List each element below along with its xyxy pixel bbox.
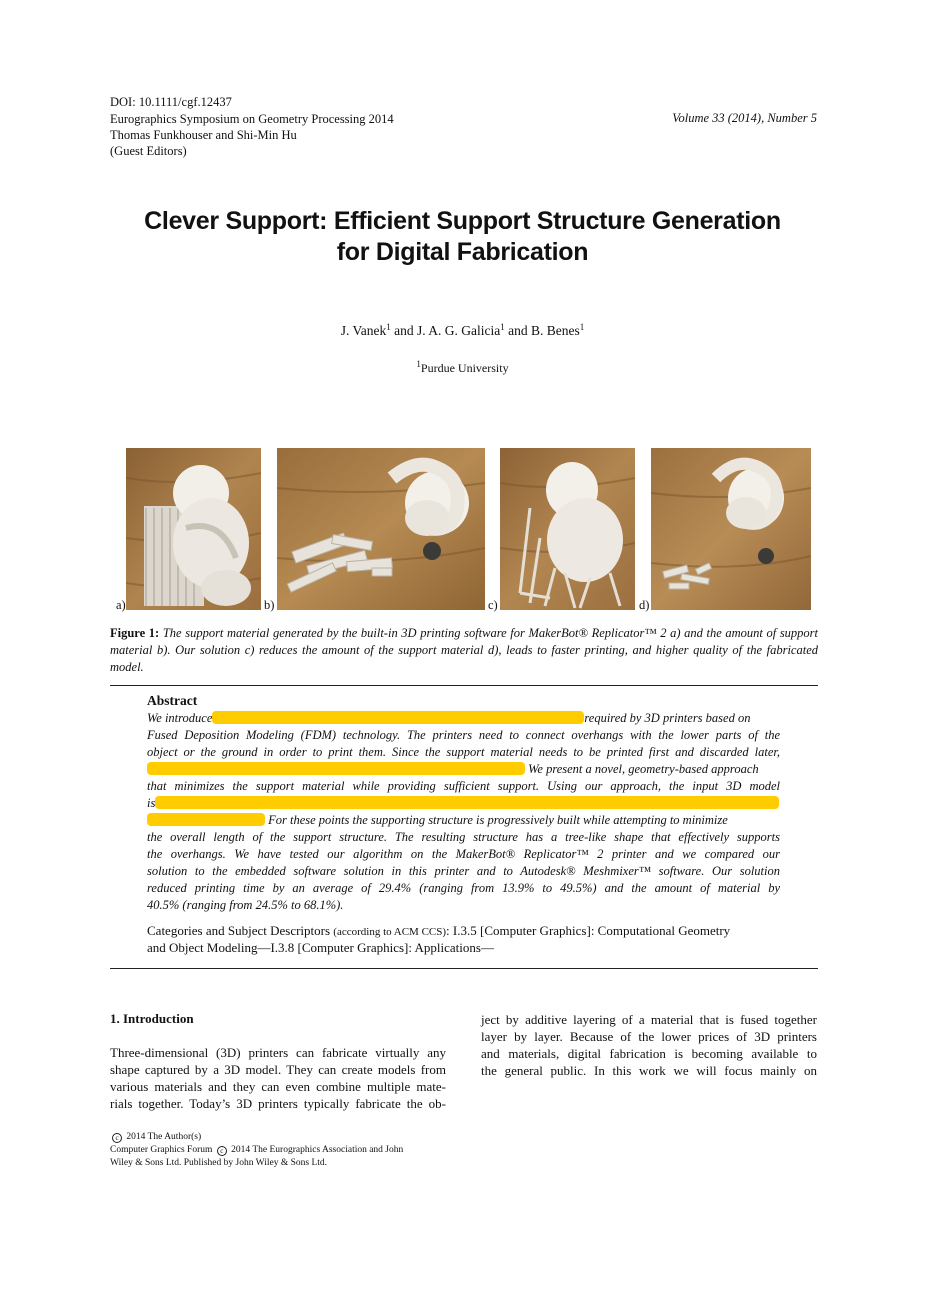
- affiliation-name: Purdue University: [420, 361, 509, 375]
- figure-photo-c: [500, 448, 635, 610]
- abstract-line-5: that minimizes the support material while providing sufficient support. Using our approach, the input 3D model: [147, 779, 780, 793]
- abstract-top-rule: [110, 685, 818, 686]
- figure-caption: [110, 625, 818, 676]
- author-2-affil: 1: [500, 322, 505, 332]
- abstract-line-11: reduced printing time by an average of 29.4% (ranging from 13.9% to 49.5%) and the amount of material by: [147, 881, 780, 895]
- abstract-line-2: Fused Deposition Modeling (FDM) technology. The printers need to connect overhangs with the lower parts of the: [147, 728, 780, 742]
- title-line-1: Clever Support: Efficient Support Structure Generation: [144, 207, 781, 235]
- redaction-highlight: [147, 762, 525, 775]
- figure-label-a: a): [116, 598, 126, 612]
- intro-left-line-3: various materials and they can even combine multiple mate-: [110, 1079, 446, 1094]
- author-3: B. Benes: [531, 323, 580, 338]
- footer-association: 2014 The Eurographics Association and John: [231, 1145, 404, 1155]
- section-heading-introduction: 1. Introduction: [110, 1011, 194, 1026]
- abstract-line-7: [147, 812, 780, 829]
- abstract-l7-end: For these points the supporting structure is progressively built while attempting to minimize: [268, 813, 728, 827]
- figure-caption-label: Figure 1:: [110, 626, 160, 640]
- redaction-highlight: [147, 813, 265, 826]
- abstract-line-1: [147, 710, 780, 727]
- redaction-highlight: [155, 796, 779, 809]
- abstract-line-4: [147, 761, 780, 778]
- footer-line-2: [110, 1144, 403, 1157]
- categories-acm: (according to ACM CCS): [333, 926, 447, 938]
- author-1: J. Vanek: [340, 323, 387, 338]
- categories-l1-rest: : I.3.5 [Computer Graphics]: Computational Geometry: [446, 923, 731, 938]
- figure-photo-d: [651, 448, 811, 610]
- author-sep-1: and: [394, 323, 414, 338]
- abstract-l1-end: required by 3D printers based on: [584, 711, 751, 725]
- abstract-l4-end: We present a novel, geometry-based approach: [528, 762, 759, 776]
- author-sep-2: and: [508, 323, 528, 338]
- abstract-heading: Abstract: [147, 693, 198, 708]
- affiliation-number: 1: [416, 359, 421, 369]
- redaction-highlight: [212, 711, 584, 724]
- intro-right-line-2: layer by layer. Because of the lower prices of 3D printers: [481, 1029, 817, 1044]
- editors: Thomas Funkhouser and Shi-Min Hu: [110, 128, 297, 142]
- intro-right-line-3: and materials, digital fabrication is becoming available to: [481, 1046, 817, 1061]
- doi: DOI: 10.1111/cgf.12437: [110, 95, 232, 109]
- abstract-line-10: solution to the embedded software solution in this printer and to Autodesk® Meshmixer™ software. Our solution: [147, 864, 780, 878]
- paper-title: [0, 206, 925, 268]
- copyright-icon: c: [217, 1146, 227, 1156]
- figure-photo-a: [126, 448, 261, 610]
- intro-right-line-4: the general public. In this work we will focus mainly on: [481, 1063, 817, 1078]
- intro-left-line-2: shape captured by a 3D model. They can create models from: [110, 1062, 446, 1077]
- figure-label-d: d): [639, 598, 650, 612]
- abstract-line-6: [147, 795, 780, 812]
- intro-right-line-1: ject by additive layering of a material that is fused together: [481, 1012, 817, 1027]
- author-2: J. A. G. Galicia: [417, 323, 501, 338]
- abstract-l6-start: is: [147, 796, 156, 810]
- author-3-affil: 1: [579, 322, 585, 332]
- categories-lead: Categories and Subject Descriptors: [147, 923, 331, 938]
- abstract-line-12: 40.5% (ranging from 24.5% to 68.1%).: [147, 898, 344, 912]
- abstract-l1-start: We introduce: [147, 711, 213, 725]
- intro-left-line-1: Three-dimensional (3D) printers can fabricate virtually any: [110, 1045, 446, 1060]
- footer-line-3: Wiley & Sons Ltd. Published by John Wiley & Sons Ltd.: [110, 1158, 328, 1168]
- figure-label-b: b): [264, 598, 275, 612]
- footer-journal: Computer Graphics Forum: [110, 1145, 213, 1155]
- title-line-2: for Digital Fabrication: [336, 238, 589, 266]
- abstract-line-8: the overall length of the support structure. The resulting structure has a tree-like shape that effectively supports: [147, 830, 780, 844]
- figure-photo-b: [277, 448, 485, 610]
- copyright-icon: c: [112, 1133, 122, 1143]
- venue: Eurographics Symposium on Geometry Processing 2014: [110, 112, 394, 126]
- categories-line-2: and Object Modeling—I.3.8 [Computer Graphics]: Applications—: [147, 940, 494, 955]
- footer-copyright-author: 2014 The Author(s): [126, 1132, 202, 1142]
- affiliation: [0, 359, 925, 376]
- abstract-line-9: the overhangs. We have tested our algorithm on the MakerBot® Replicator™ 2 printer and we compared our: [147, 847, 780, 861]
- abstract-line-3: object or the ground in order to print them. Since the support material needs to be printed first and discarded later,: [147, 745, 780, 759]
- author-1-affil: 1: [386, 322, 391, 332]
- editors-note: (Guest Editors): [110, 144, 187, 158]
- author-list: [0, 322, 925, 339]
- intro-left-line-4: rials together. Today’s 3D printers typically fabricate the ob-: [110, 1096, 446, 1111]
- volume-info: Volume 33 (2014), Number 5: [672, 111, 817, 125]
- abstract-bottom-rule: [110, 968, 818, 969]
- figure-label-c: c): [488, 598, 498, 612]
- figure-caption-text: The support material generated by the built-in 3D printing software for MakerBot® Replicator™ 2 a) and the amount of support material b). Our solution c) reduces the amount of the support material d), leads to faster printing, and higher quality of the fabricated model.: [110, 626, 819, 674]
- footer-line-1: [110, 1131, 201, 1144]
